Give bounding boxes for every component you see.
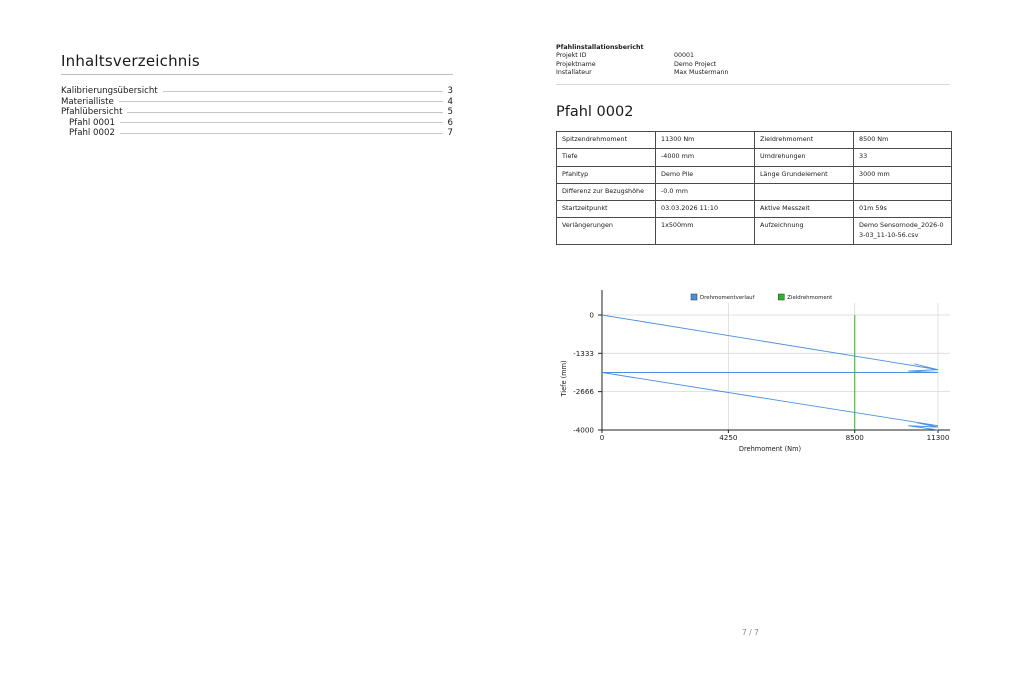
legend-swatch <box>778 294 784 300</box>
table-label-cell: Spitzendrehmoment <box>557 132 656 149</box>
toc-entry-label: Pfahl 0002 <box>69 128 115 139</box>
legend-label: Drehmomentverlauf <box>700 295 755 301</box>
y-tick-label: 0 <box>589 310 594 320</box>
x-axis-title: Drehmoment (Nm) <box>738 445 802 453</box>
x-tick-label: 0 <box>599 433 605 442</box>
toc-entry-label: Pfahlübersicht <box>61 107 123 118</box>
table-label-cell: Länge Grundelement <box>755 166 854 183</box>
table-value-cell: -4000 mm <box>656 149 755 166</box>
table-row <box>557 218 952 245</box>
x-tick-label: 4250 <box>719 433 738 442</box>
table-value-cell: 11300 Nm <box>656 132 755 149</box>
report-header <box>556 44 950 85</box>
table-label-cell: Differenz zur Bezugshöhe <box>557 183 656 200</box>
table-value-cell: 1x500mm <box>656 218 755 245</box>
toc-entry-label: Materialliste <box>61 96 114 107</box>
table-value-cell: Demo Sensornode_2026-03-03_11-10-56.csv <box>854 218 952 245</box>
table-value-cell: 3000 mm <box>854 166 952 183</box>
report-meta-value: Max Mustermann <box>674 69 729 77</box>
toc-leader-line <box>119 101 443 102</box>
torque-depth-chart <box>552 288 954 458</box>
table-value-cell <box>854 183 952 200</box>
toc-entry[interactable] <box>61 128 453 139</box>
toc-title: Inhaltsverzeichnis <box>61 52 453 75</box>
table-row <box>557 183 952 200</box>
toc-leader-line <box>163 91 443 92</box>
toc-entry-page: 4 <box>447 96 453 107</box>
report-meta-row <box>556 69 950 78</box>
report-meta-value: Demo Project <box>674 60 717 68</box>
table-row <box>557 149 952 166</box>
page-number: 7 / 7 <box>742 628 759 637</box>
series-line <box>602 315 938 430</box>
table-value-cell: Demo Pile <box>656 166 755 183</box>
toc-entry-page: 3 <box>447 86 453 97</box>
toc-leader-line <box>120 133 443 134</box>
x-tick-label: 8500 <box>845 433 864 442</box>
table-value-cell: -0.0 mm <box>656 183 755 200</box>
table-row <box>557 166 952 183</box>
table-value-cell: 8500 Nm <box>854 132 952 149</box>
table-label-cell: Aufzeichnung <box>755 218 854 245</box>
toc-entry-label: Kalibrierungsübersicht <box>61 86 158 97</box>
x-tick-label: 11300 <box>926 433 950 442</box>
report-meta-value: 00001 <box>674 52 695 59</box>
toc-entry[interactable] <box>61 86 453 97</box>
toc-leader-line <box>120 122 443 123</box>
toc-entry-label: Pfahl 0001 <box>69 117 115 128</box>
y-tick-label: -1333 <box>573 348 594 358</box>
table-label-cell <box>755 183 854 200</box>
report-meta-row <box>556 61 950 70</box>
toc-list <box>61 86 453 139</box>
toc-entry[interactable] <box>61 107 453 118</box>
table-row <box>557 132 952 149</box>
table-label-cell: Startzeitpunkt <box>557 201 656 218</box>
report-meta-key: Installateur <box>556 69 592 77</box>
toc-entry[interactable] <box>61 118 453 129</box>
report-meta <box>556 52 950 78</box>
toc-entry-page: 7 <box>447 128 453 139</box>
table-value-cell: 33 <box>854 149 952 166</box>
table-row <box>557 201 952 218</box>
toc-entry-page: 6 <box>447 117 453 128</box>
report-meta-key: Projektname <box>556 60 596 68</box>
table-label-cell: Aktive Messzeit <box>755 201 854 218</box>
table-value-cell: 01m 59s <box>854 201 952 218</box>
legend-label: Zieldrehmoment <box>787 295 833 301</box>
report-meta-key: Projekt ID <box>556 52 587 59</box>
report-title: Pfahlinstallationsbericht <box>556 44 644 51</box>
pile-title: Pfahl 0002 <box>556 104 634 120</box>
toc-entry-page: 5 <box>447 107 453 118</box>
table-of-contents <box>61 52 453 139</box>
table-value-cell: 03.03.2026 11:10 <box>656 201 755 218</box>
pile-info-table <box>556 131 952 245</box>
y-tick-label: -4000 <box>573 425 594 435</box>
table-label-cell: Umdrehungen <box>755 149 854 166</box>
table-label-cell: Verlängerungen <box>557 218 656 245</box>
y-tick-label: -2666 <box>573 387 594 397</box>
report-meta-row <box>556 52 950 61</box>
table-label-cell: Zieldrehmoment <box>755 132 854 149</box>
table-label-cell: Pfahltyp <box>557 166 656 183</box>
y-axis-title: Tiefe (mm) <box>560 360 568 397</box>
legend-swatch <box>691 294 697 300</box>
toc-entry[interactable] <box>61 97 453 108</box>
chart-svg <box>552 288 954 458</box>
toc-leader-line <box>127 112 443 113</box>
table-label-cell: Tiefe <box>557 149 656 166</box>
